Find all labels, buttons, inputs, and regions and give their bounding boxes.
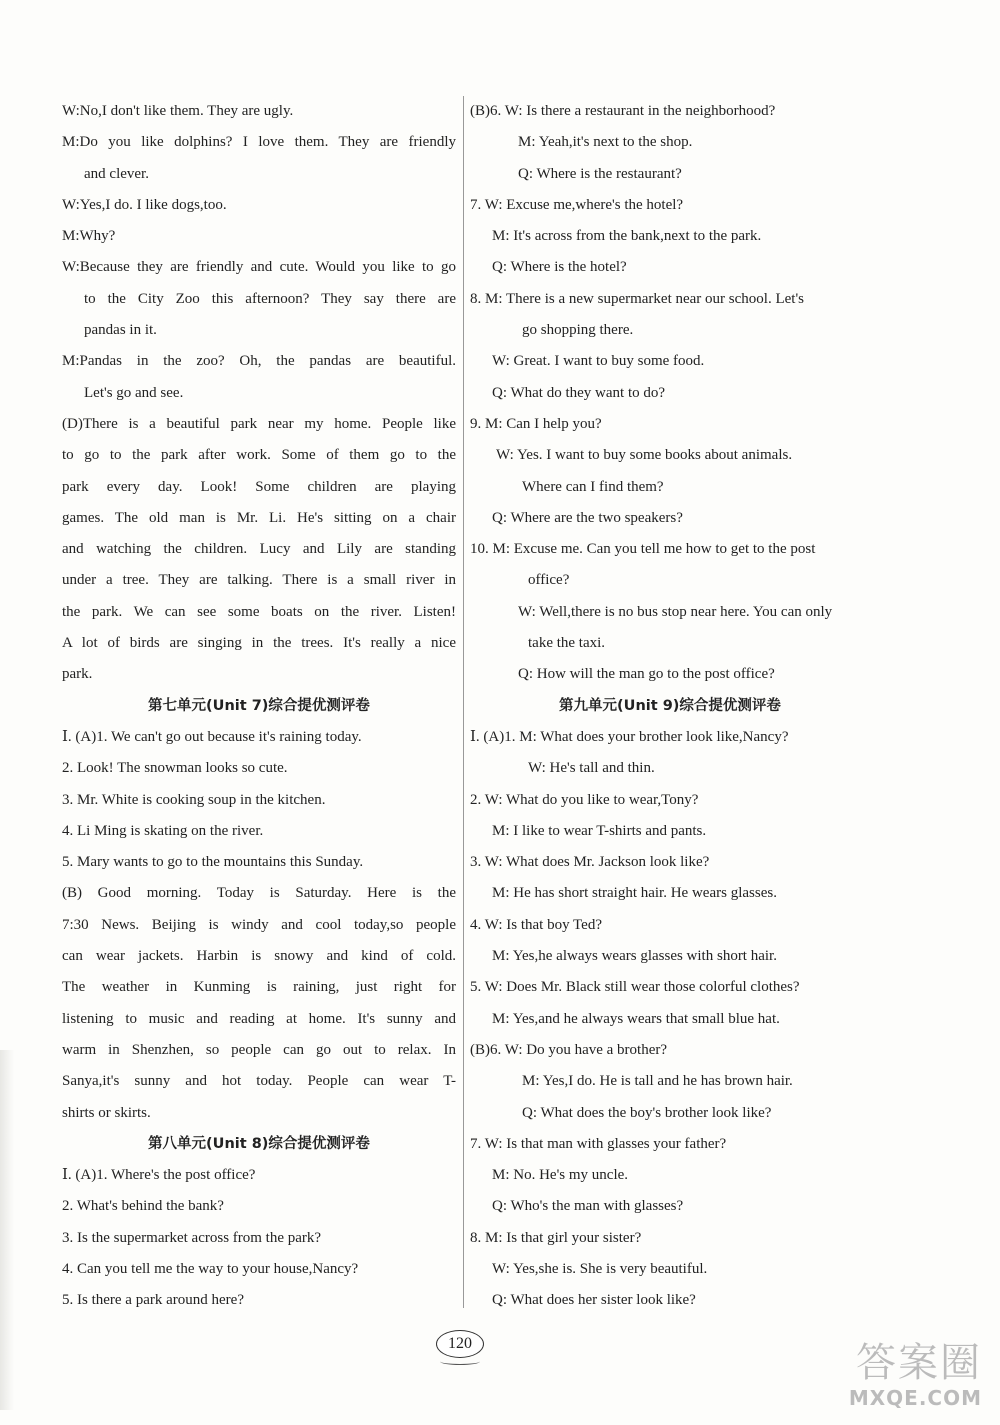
text-line: 7. W: Excuse me,where's the hotel? bbox=[470, 196, 684, 213]
text-line: Q: What does the boy's brother look like? bbox=[522, 1104, 772, 1121]
text-line: M:Do you like dolphins? I love them. They are friendly bbox=[62, 134, 456, 151]
text-line: Let's go and see. bbox=[84, 384, 184, 401]
text-line: Q: Where is the hotel? bbox=[492, 259, 627, 276]
text-line: go shopping there. bbox=[522, 322, 634, 339]
text-line: Q: Where are the two speakers? bbox=[492, 509, 683, 526]
text-line: A lot of birds are singing in the trees. It's really a nice bbox=[62, 635, 456, 652]
text-line: pandas in it. bbox=[84, 322, 157, 339]
text-line: office? bbox=[528, 572, 570, 589]
section-title: 第八单元(Unit 8)综合提优测评卷 bbox=[148, 1135, 370, 1152]
text-line: shirts or skirts. bbox=[62, 1104, 151, 1121]
text-line: W:Because they are friendly and cute. Would you like to go bbox=[62, 259, 456, 276]
text-line: 7:30 News. Beijing is windy and cool today,so people bbox=[62, 916, 456, 933]
text-line: 4. W: Is that boy Ted? bbox=[470, 916, 602, 933]
text-line: (D)There is a beautiful park near my home. People like bbox=[62, 415, 456, 432]
text-line: park. bbox=[62, 666, 93, 683]
text-line: 5. W: Does Mr. Black still wear those colorful clothes? bbox=[470, 979, 800, 996]
text-line: 4. Li Ming is skating on the river. bbox=[62, 822, 264, 839]
text-line: Ⅰ. (A)1. M: What does your brother look like,Nancy? bbox=[470, 728, 789, 745]
text-line: can wear jackets. Harbin is snowy and kind of cold. bbox=[62, 948, 456, 965]
page-number: 120 bbox=[436, 1330, 484, 1358]
column-divider bbox=[463, 96, 464, 1308]
text-line: W: Great. I want to buy some food. bbox=[492, 353, 705, 370]
text-line: Ⅰ. (A)1. We can't go out because it's raining today. bbox=[62, 728, 362, 745]
text-line: (B) Good morning. Today is Saturday. Here is the bbox=[62, 885, 456, 902]
text-line: listening to music and reading at home. It's sunny and bbox=[62, 1010, 456, 1027]
text-line: Sanya,it's sunny and hot today. People can wear T- bbox=[62, 1073, 456, 1090]
text-line: W:No,I don't like them. They are ugly. bbox=[62, 103, 294, 119]
text-line: and clever. bbox=[84, 165, 149, 182]
text-line: M: Yes,he always wears glasses with short hair. bbox=[492, 948, 777, 965]
text-line: warm in Shenzhen, so people can go out to relax. In bbox=[62, 1041, 456, 1058]
text-line: 3. Is the supermarket across from the park? bbox=[62, 1229, 322, 1246]
text-line: M:Why? bbox=[62, 228, 116, 245]
text-line: take the taxi. bbox=[528, 635, 606, 652]
text-line: W:Yes,I do. I like dogs,too. bbox=[62, 196, 227, 213]
section-title: 第七单元(Unit 7)综合提优测评卷 bbox=[148, 697, 370, 714]
text-line: M: Yeah,it's next to the shop. bbox=[518, 134, 693, 151]
text-line: Q: What do they want to do? bbox=[492, 384, 666, 401]
text-line: (B)6. W: Is there a restaurant in the neighborhood? bbox=[470, 103, 776, 119]
text-line: W: Yes. I want to buy some books about animals. bbox=[496, 447, 793, 464]
text-line: M: It's across from the bank,next to the park. bbox=[492, 228, 762, 245]
text-line: 9. M: Can I help you? bbox=[470, 415, 602, 432]
text-line: W: Well,there is no bus stop near here. You can only bbox=[518, 603, 833, 620]
badge-decoration bbox=[440, 1358, 480, 1365]
watermark-chars: 答案圈 bbox=[856, 1340, 982, 1386]
text-line: M: Yes,I do. He is tall and he has brown hair. bbox=[522, 1073, 793, 1090]
left-column bbox=[62, 96, 456, 1317]
text-line: to the City Zoo this afternoon? They say there are bbox=[84, 290, 456, 307]
text-line: and watching the children. Lucy and Lily are standing bbox=[62, 541, 456, 558]
text-line: 8. M: Is that girl your sister? bbox=[470, 1229, 642, 1246]
text-line: 3. Mr. White is cooking soup in the kitchen. bbox=[62, 791, 326, 808]
text-line: the park. We can see some boats on the river. Listen! bbox=[62, 603, 456, 620]
text-line: games. The old man is Mr. Li. He's sitting on a chair bbox=[62, 509, 456, 526]
text-line: M: No. He's my uncle. bbox=[492, 1167, 629, 1184]
text-line: 5. Mary wants to go to the mountains this Sunday. bbox=[62, 854, 364, 871]
text-line: Ⅰ. (A)1. Where's the post office? bbox=[62, 1167, 256, 1184]
text-line: park every day. Look! Some children are playing bbox=[62, 478, 456, 495]
text-line: W: Yes,she is. She is very beautiful. bbox=[492, 1260, 708, 1277]
watermark-logo bbox=[832, 1340, 982, 1420]
text-line: 2. What's behind the bank? bbox=[62, 1198, 224, 1215]
text-line: to go to the park after work. Some of them go to the bbox=[62, 447, 456, 464]
section-title: 第九单元(Unit 9)综合提优测评卷 bbox=[559, 697, 781, 714]
text-line: M: Yes,and he always wears that small blue hat. bbox=[492, 1010, 780, 1027]
text-line: The weather in Kunming is raining, just right for bbox=[62, 979, 456, 996]
text-line: M:Pandas in the zoo? Oh, the pandas are beautiful. bbox=[62, 353, 456, 370]
text-line: 5. Is there a park around here? bbox=[62, 1292, 244, 1309]
text-line: 8. M: There is a new supermarket near our school. Let's bbox=[470, 290, 804, 307]
text-line: Q: Who's the man with glasses? bbox=[492, 1198, 684, 1215]
text-line: 2. W: What do you like to wear,Tony? bbox=[470, 791, 699, 808]
text-line: 10. M: Excuse me. Can you tell me how to get to the post bbox=[470, 541, 816, 558]
right-column bbox=[470, 96, 870, 1317]
text-line: Q: What does her sister look like? bbox=[492, 1292, 696, 1309]
text-line: M: He has short straight hair. He wears glasses. bbox=[492, 885, 777, 902]
text-line: Q: How will the man go to the post office? bbox=[518, 666, 775, 683]
text-line: 2. Look! The snowman looks so cute. bbox=[62, 760, 288, 777]
page-number-badge bbox=[420, 1322, 500, 1370]
text-line: Where can I find them? bbox=[522, 478, 664, 495]
text-line: M: I like to wear T-shirts and pants. bbox=[492, 822, 707, 839]
page-edge-shadow bbox=[0, 1050, 14, 1410]
text-line: 3. W: What does Mr. Jackson look like? bbox=[470, 854, 710, 871]
text-line: under a tree. They are talking. There is a small river in bbox=[62, 572, 456, 589]
text-line: 7. W: Is that man with glasses your father? bbox=[470, 1135, 727, 1152]
text-line: Q: Where is the restaurant? bbox=[518, 165, 682, 182]
text-line: (B)6. W: Do you have a brother? bbox=[470, 1041, 668, 1058]
text-line: 4. Can you tell me the way to your house,Nancy? bbox=[62, 1260, 359, 1277]
text-line: W: He's tall and thin. bbox=[528, 760, 655, 777]
watermark-url: MXQE.COM bbox=[848, 1386, 982, 1410]
